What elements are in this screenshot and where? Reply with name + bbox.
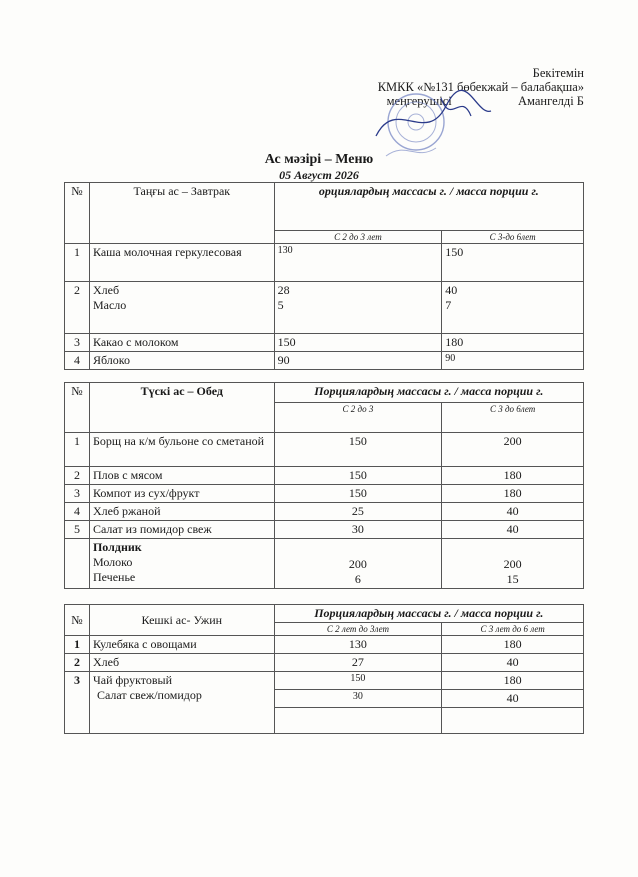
table-row: [65, 654, 584, 672]
col-number: №: [65, 605, 90, 636]
sub-age-a: С 2 лет до 3лет: [274, 623, 442, 636]
dish-name-salad: Салат свеж/помидор: [96, 688, 202, 702]
snack-row: [65, 539, 584, 589]
snack-title: Полдник: [92, 540, 142, 554]
table-row: [65, 503, 584, 521]
portion-b: 180: [442, 485, 584, 503]
dish-name-tea: Чай фруктовый: [92, 673, 173, 687]
col-meal: Түскі ас – Обед: [89, 383, 274, 433]
row-number: 2: [65, 467, 90, 485]
portion-b: 180: [442, 467, 584, 485]
portion-a: 130: [274, 636, 442, 654]
menu-date: 05 Август 2026: [279, 168, 359, 182]
portion-b: 40: [442, 690, 584, 708]
dish-name: Хлеб Масло: [89, 282, 274, 334]
table-row: [65, 282, 584, 334]
portion-b: 40: [442, 654, 584, 672]
portion-b: 180: [442, 672, 584, 690]
table-row: [65, 521, 584, 539]
snack-portion-a: 200 6: [274, 539, 442, 589]
portion-b: 180: [442, 334, 584, 352]
dish-name: [89, 672, 274, 734]
approval-title: Бекітемін: [532, 66, 584, 80]
dish-name: Яблоко: [89, 352, 274, 370]
breakfast-table: [64, 182, 584, 370]
sub-age-b: С 3 до 6лет: [442, 403, 584, 433]
table-row: [65, 467, 584, 485]
row-number: 4: [65, 352, 90, 370]
row-number: 3: [65, 485, 90, 503]
portion-b: 200: [442, 433, 584, 467]
table-row: [65, 244, 584, 282]
col-portion-mass: Порциялардың массасы г. / масса порции г.: [274, 605, 583, 623]
portion-b: 40: [442, 503, 584, 521]
row-number: 1: [65, 636, 90, 654]
portion-a: 90: [274, 352, 442, 370]
col-number: №: [65, 383, 90, 433]
col-meal: Таңғы ас – Завтрак: [89, 183, 274, 244]
portion-a: 25: [274, 503, 442, 521]
row-number: 5: [65, 521, 90, 539]
row-number: 2: [65, 654, 90, 672]
sub-age-a: С 2 до 3 лет: [274, 231, 442, 244]
portion-a: 30: [274, 690, 442, 708]
dish-name: Хлеб: [89, 654, 274, 672]
table-row: [65, 334, 584, 352]
portion-a: 28 5: [274, 282, 442, 334]
col-portion-mass: орциялардың массасы г. / масса порции г.: [274, 183, 583, 231]
sub-age-a: С 2 до 3: [274, 403, 442, 433]
portion-a: 30: [274, 521, 442, 539]
portion-a: 150: [274, 672, 442, 690]
portion-b: 40: [442, 521, 584, 539]
row-number: 3: [65, 672, 90, 734]
snack-portion-b: 200 15: [442, 539, 584, 589]
lunch-table: [64, 382, 584, 589]
dish-name: Салат из помидор свеж: [89, 521, 274, 539]
dish-name: Кулебяка с овощами: [89, 636, 274, 654]
approval-organization: КМКК «№131 бөбекжай – балабақша»: [377, 80, 584, 94]
portion-b: 180: [442, 636, 584, 654]
col-number: №: [65, 183, 90, 244]
snack-cell: [89, 539, 274, 589]
table-row: [65, 433, 584, 467]
sub-age-b: С 3 лет до 6 лет: [442, 623, 584, 636]
portion-b: 90: [442, 352, 584, 370]
dish-name: Плов с мясом: [89, 467, 274, 485]
col-meal: Кешкі ас- Ужин: [89, 605, 274, 636]
portion-a: 27: [274, 654, 442, 672]
page-title: Ас мәзірі – Меню: [264, 152, 374, 167]
portion-a: 150: [274, 334, 442, 352]
approval-signatory: меңгерушісі Амангелді Б: [386, 94, 584, 108]
table-row: [65, 352, 584, 370]
portion-a: 130: [274, 244, 442, 282]
portion-a: 150: [274, 467, 442, 485]
dish-name: Какао с молоком: [89, 334, 274, 352]
portion-a: 150: [274, 433, 442, 467]
table-row: [65, 485, 584, 503]
table-row: [65, 636, 584, 654]
row-number: 2: [65, 282, 90, 334]
row-number: 1: [65, 244, 90, 282]
col-portion-mass: Порциялардың массасы г. / масса порции г.: [274, 383, 583, 403]
snack-items: Молоко Печенье: [92, 555, 136, 584]
dish-name: Компот из сух/фрукт: [89, 485, 274, 503]
dish-name: Борщ на к/м бульоне со сметаной: [89, 433, 274, 467]
sub-age-b: С 3-до 6лет: [442, 231, 584, 244]
portion-b: 150: [442, 244, 584, 282]
table-row: [65, 672, 584, 690]
row-number: 3: [65, 334, 90, 352]
dish-name: Каша молочная геркулесовая: [89, 244, 274, 282]
dinner-table: [64, 604, 584, 734]
portion-a: 150: [274, 485, 442, 503]
row-number: 4: [65, 503, 90, 521]
portion-b: 40 7: [442, 282, 584, 334]
dish-name: Хлеб ржаной: [89, 503, 274, 521]
row-number: 1: [65, 433, 90, 467]
